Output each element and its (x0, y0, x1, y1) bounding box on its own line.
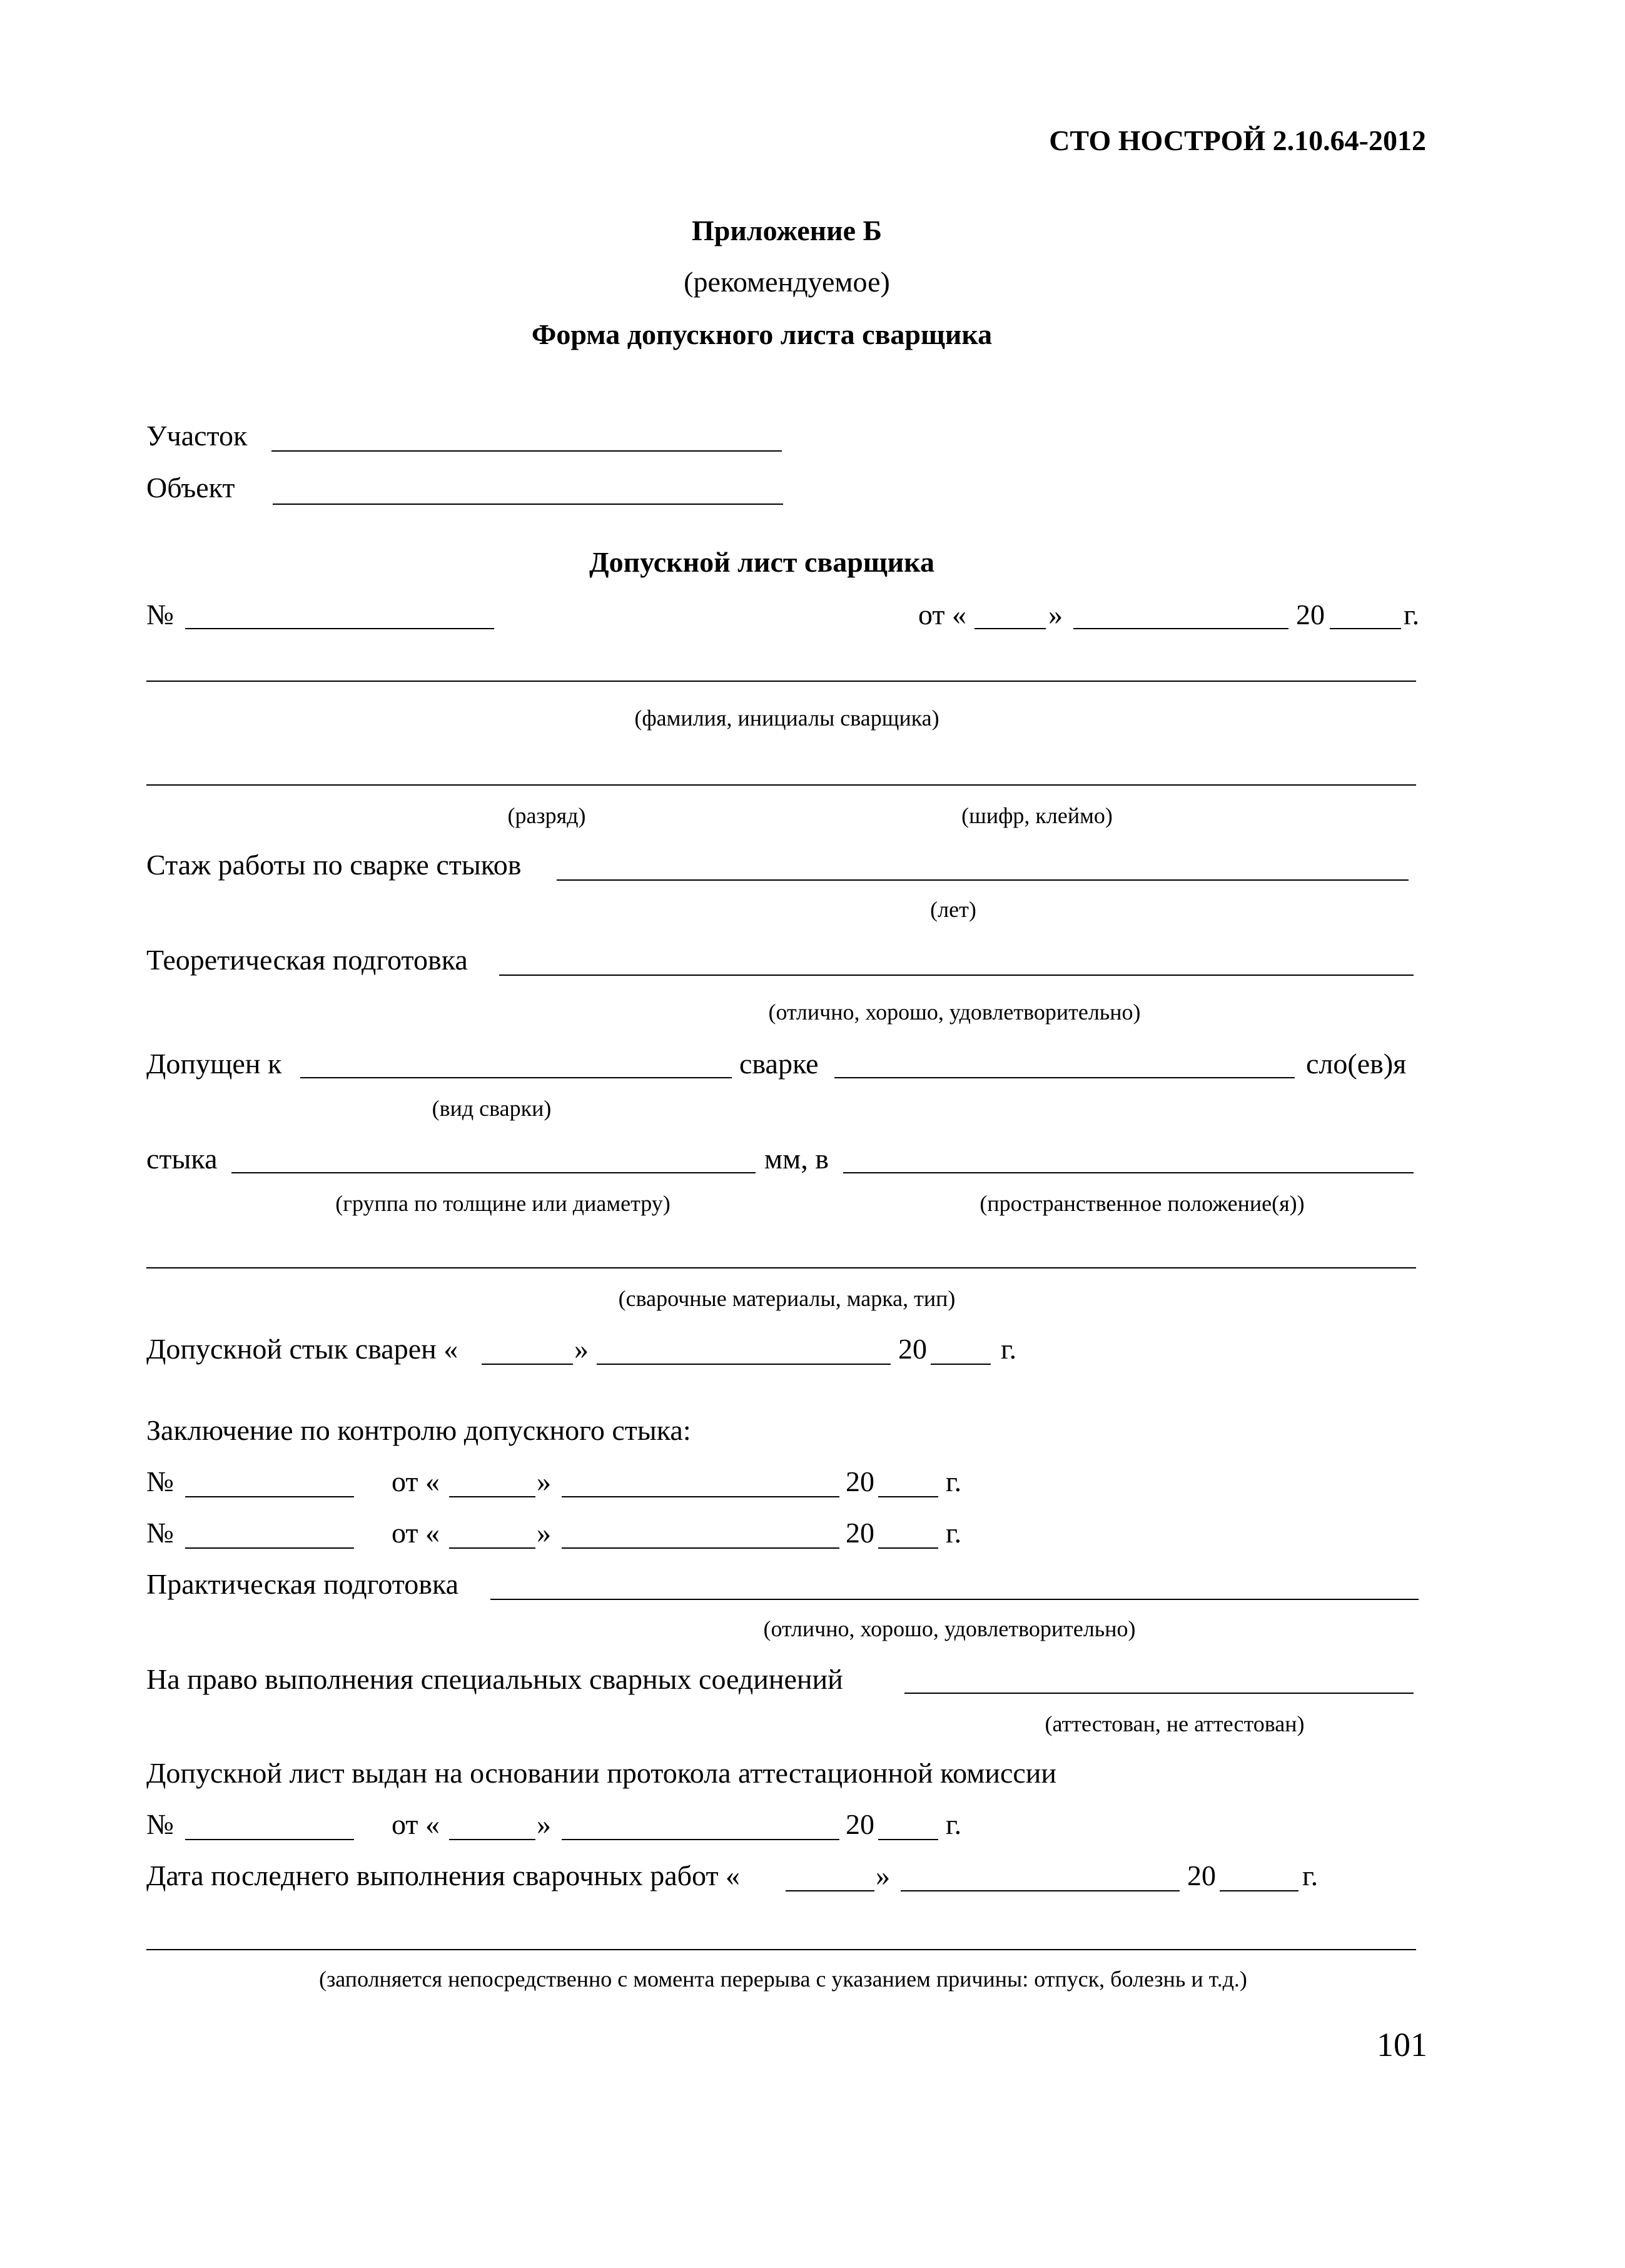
practice-field[interactable] (490, 1599, 1419, 1600)
appendix-title: Приложение Б (691, 215, 883, 246)
protocol-month-field[interactable] (562, 1839, 839, 1840)
year-suffix: г. (946, 1808, 962, 1840)
protocol-day-field[interactable] (449, 1839, 535, 1840)
date-day-field[interactable] (974, 628, 1046, 629)
quote-close: » (537, 1517, 551, 1549)
protocol-year-field[interactable] (878, 1839, 938, 1840)
mm-in-label: мм, в (764, 1143, 829, 1175)
year-prefix: 20 (1187, 1860, 1216, 1891)
position-field[interactable] (843, 1172, 1414, 1173)
special-field[interactable] (904, 1693, 1414, 1694)
year-prefix: 20 (846, 1517, 874, 1549)
from-label: от « (392, 1808, 440, 1840)
conclusion-label: Заключение по контролю допускного стыка: (146, 1414, 691, 1446)
last-date-day-field[interactable] (786, 1890, 874, 1891)
year-suffix: г. (1404, 599, 1420, 630)
quote-close: » (537, 1808, 551, 1840)
thickness-field[interactable] (231, 1172, 756, 1173)
year-suffix: г. (1001, 1333, 1017, 1365)
theory-label: Теоретическая подготовка (146, 944, 468, 976)
caption-break-reason: (заполняется непосредственно с момента перерыва с указанием причины: отпуск, болезнь и т.д.) (319, 1967, 1247, 1992)
experience-field[interactable] (557, 879, 1409, 881)
last-date-year-field[interactable] (1220, 1890, 1298, 1891)
object-field[interactable] (273, 504, 783, 505)
caption-weld-type: (вид сварки) (432, 1096, 552, 1121)
quote-close: » (876, 1860, 890, 1891)
test-joint-year-field[interactable] (931, 1364, 991, 1365)
section-label: Участок (146, 420, 248, 452)
from-label: от « (392, 1466, 440, 1497)
practice-label: Практическая подготовка (146, 1568, 459, 1600)
caption-practice-grade: (отлично, хорошо, удовлетворительно) (763, 1616, 1136, 1641)
caption-years: (лет) (930, 897, 976, 922)
welder-name-field[interactable] (146, 681, 1416, 682)
from-label: от « (392, 1517, 440, 1549)
joint-label: стыка (146, 1143, 218, 1175)
number-sign: № (146, 599, 174, 630)
experience-label: Стаж работы по сварке стыков (146, 849, 522, 881)
admitted-label: Допущен к (146, 1048, 282, 1080)
caption-code: (шифр, клеймо) (961, 803, 1113, 828)
caption-welder-name: (фамилия, инициалы сварщика) (634, 706, 939, 731)
permit-heading: Допускной лист сварщика (589, 546, 934, 578)
welding-word: сварке (739, 1048, 819, 1080)
test-joint-day-field[interactable] (482, 1364, 573, 1365)
document-code: СТО НОСТРОЙ 2.10.64-2012 (1049, 124, 1426, 156)
page-number: 101 (1377, 2026, 1427, 2063)
weld-type-field[interactable] (300, 1077, 732, 1078)
appendix-status: (рекомендуемое) (684, 266, 890, 298)
year-suffix: г. (946, 1466, 962, 1497)
year-prefix: 20 (846, 1466, 874, 1497)
object-label: Объект (146, 472, 235, 504)
test-joint-label: Допускной стык сварен « (146, 1333, 458, 1365)
conclusion-1-number-field[interactable] (185, 1496, 354, 1497)
conclusion-1-day-field[interactable] (449, 1496, 535, 1497)
caption-theory-grade: (отлично, хорошо, удовлетворительно) (768, 1000, 1141, 1025)
conclusion-2-day-field[interactable] (449, 1547, 535, 1549)
caption-position: (пространственное положение(я)) (980, 1191, 1305, 1216)
layers-word: сло(ев)я (1306, 1048, 1407, 1080)
quote-close: » (1048, 599, 1063, 630)
caption-thickness: (группа по толщине или диаметру) (335, 1191, 671, 1216)
year-prefix: 20 (846, 1808, 874, 1840)
year-prefix: 20 (898, 1333, 927, 1365)
caption-certified: (аттестован, не аттестован) (1045, 1711, 1305, 1736)
quote-close: » (574, 1333, 589, 1365)
caption-rank: (разряд) (507, 803, 586, 828)
date-year-field[interactable] (1330, 628, 1401, 629)
protocol-number-field[interactable] (185, 1839, 354, 1840)
materials-field[interactable] (146, 1267, 1416, 1268)
form-title: Форма допускного листа сварщика (531, 318, 993, 350)
issued-label: Допускной лист выдан на основании протокола аттестационной комиссии (146, 1757, 1057, 1789)
last-date-label: Дата последнего выполнения сварочных работ « (146, 1860, 741, 1891)
rank-code-field[interactable] (146, 784, 1416, 786)
break-reason-field[interactable] (146, 1949, 1416, 1950)
year-suffix: г. (946, 1517, 962, 1549)
number-sign: № (146, 1466, 174, 1497)
conclusion-2-month-field[interactable] (562, 1547, 839, 1549)
layers-field[interactable] (834, 1077, 1295, 1078)
conclusion-2-year-field[interactable] (878, 1547, 938, 1549)
conclusion-2-number-field[interactable] (185, 1547, 354, 1549)
special-label: На право выполнения специальных сварных соединений (146, 1663, 843, 1695)
section-field[interactable] (271, 450, 782, 452)
number-sign: № (146, 1808, 174, 1840)
year-suffix: г. (1302, 1860, 1319, 1891)
test-joint-month-field[interactable] (597, 1364, 891, 1365)
date-month-field[interactable] (1073, 628, 1288, 629)
conclusion-1-month-field[interactable] (562, 1496, 839, 1497)
conclusion-1-year-field[interactable] (878, 1496, 938, 1497)
last-date-month-field[interactable] (901, 1890, 1180, 1891)
theory-field[interactable] (499, 975, 1414, 976)
date-from-label: от « (918, 599, 966, 630)
year-prefix: 20 (1296, 599, 1325, 630)
caption-materials: (сварочные материалы, марка, тип) (618, 1286, 956, 1311)
quote-close: » (537, 1466, 551, 1497)
number-sign: № (146, 1517, 174, 1549)
permit-number-field[interactable] (185, 628, 494, 629)
